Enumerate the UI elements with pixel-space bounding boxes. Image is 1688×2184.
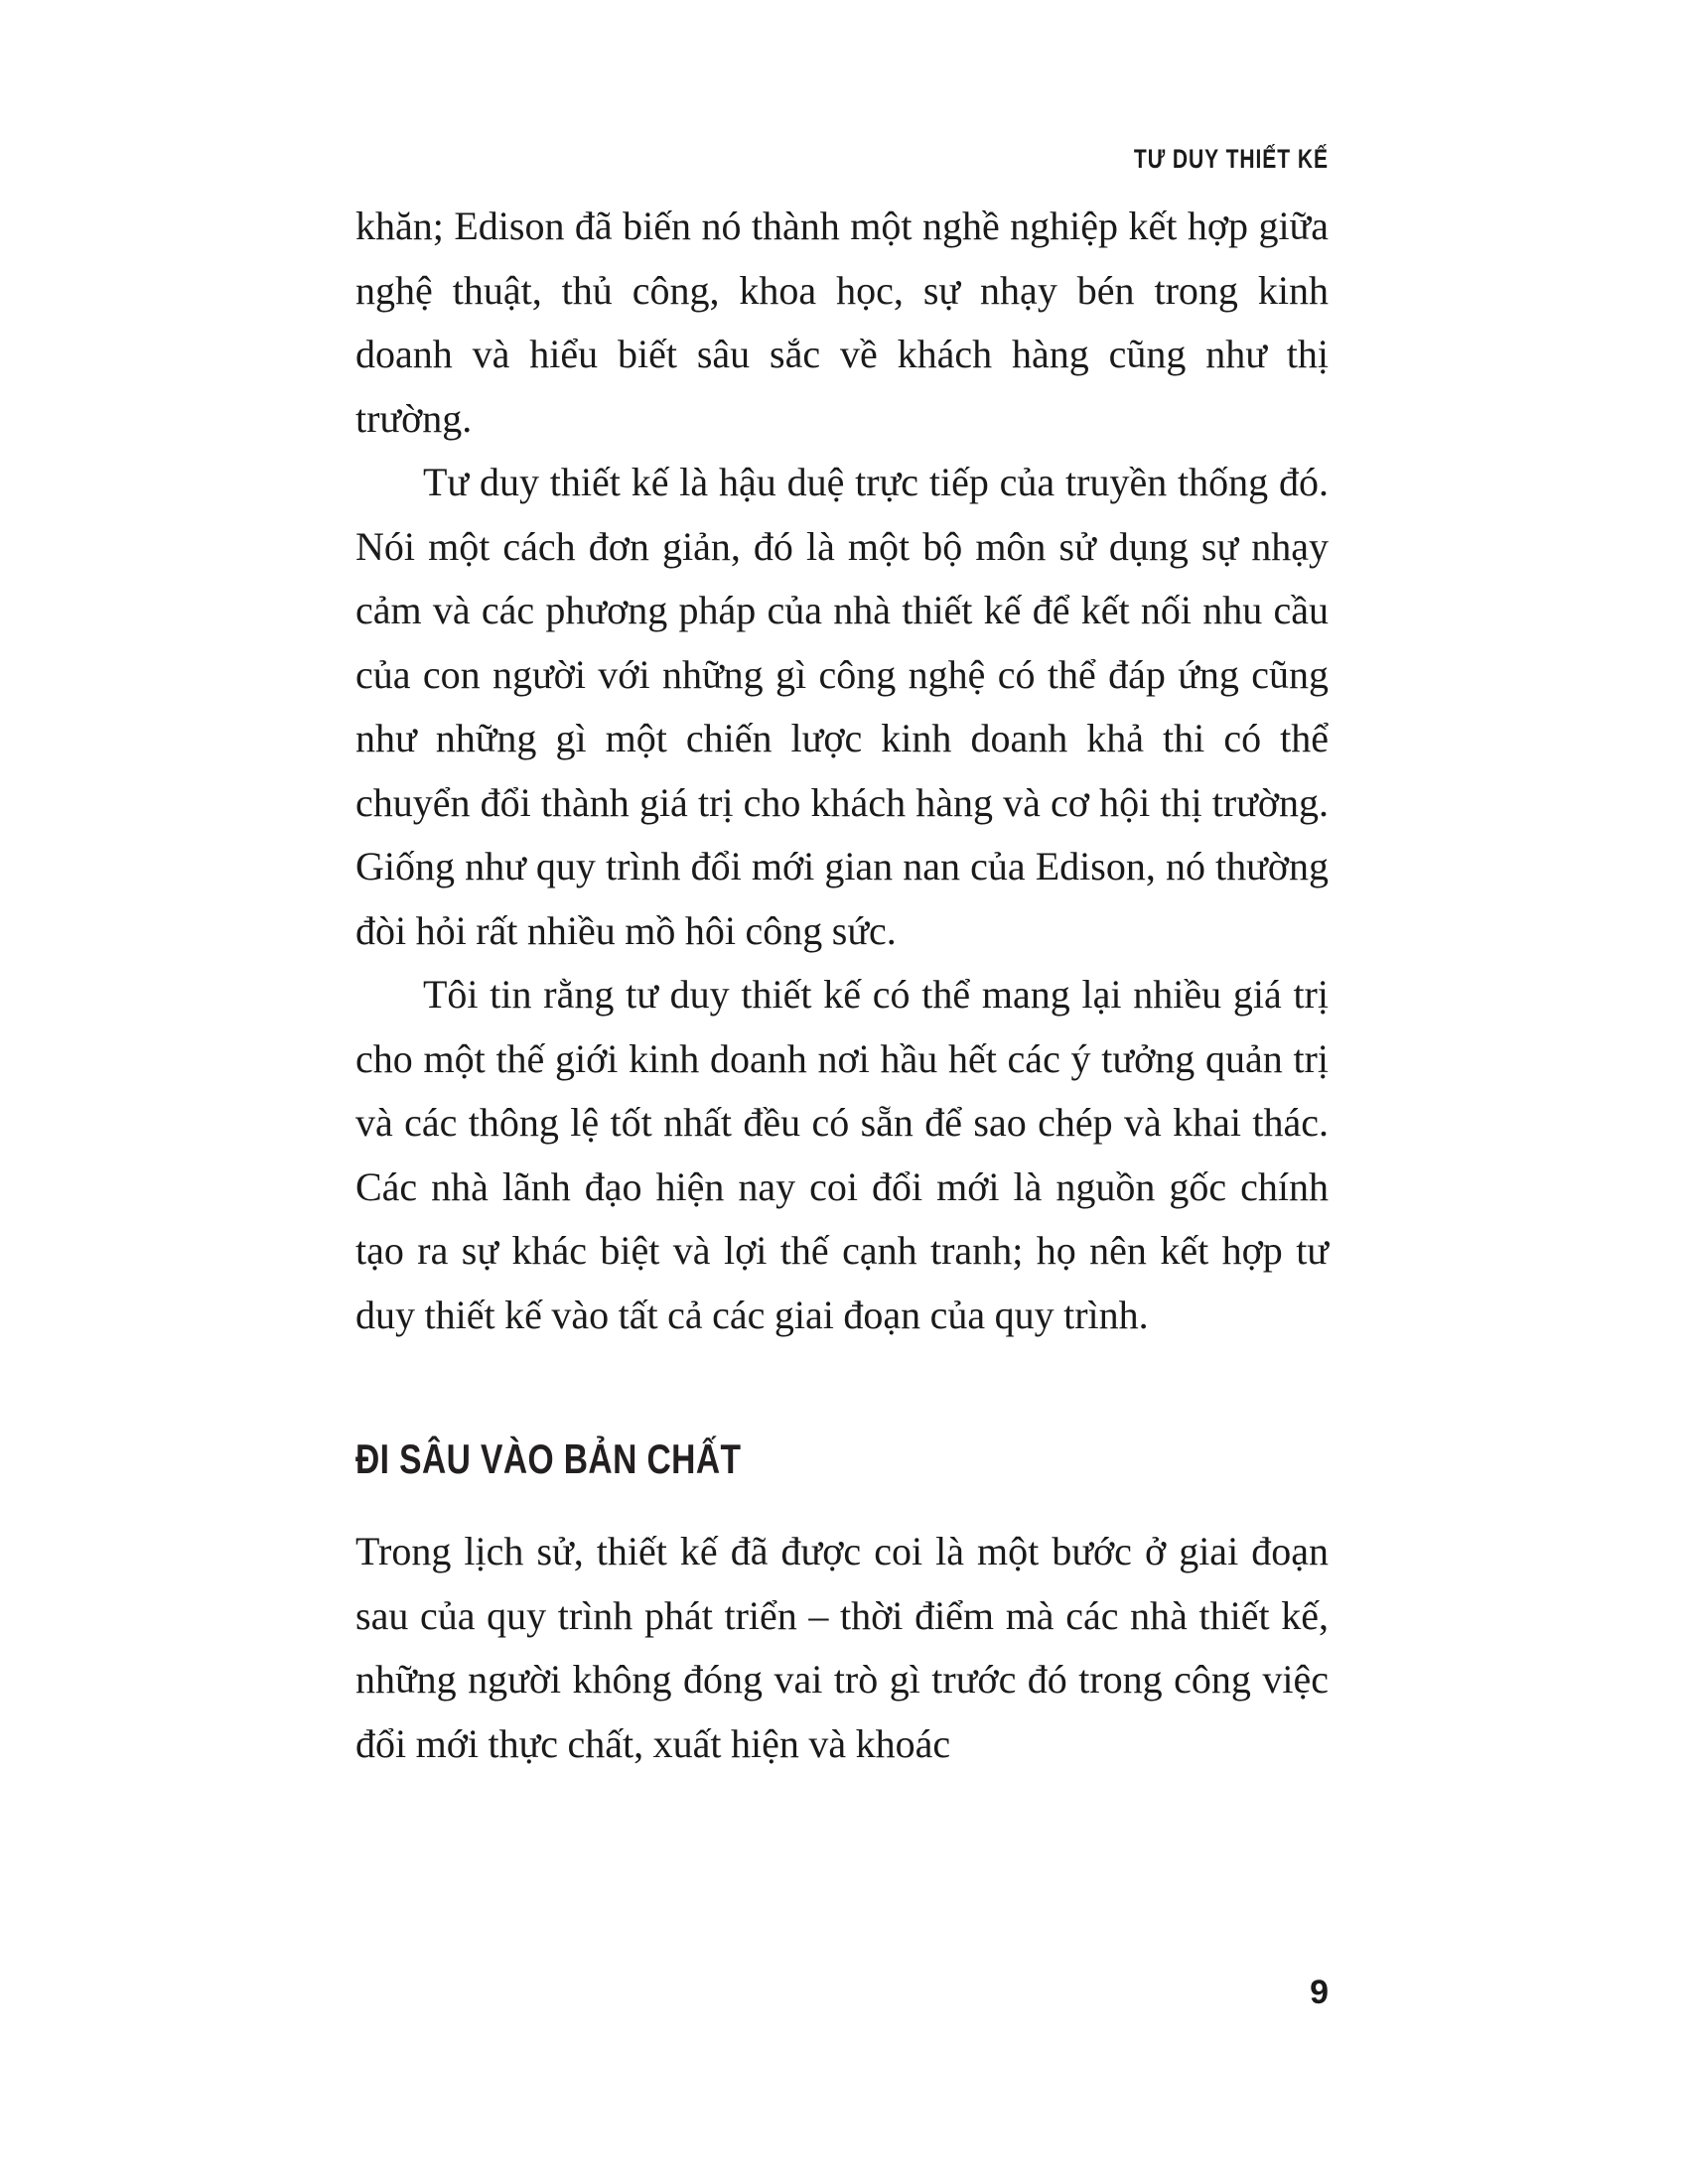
page-number: 9 xyxy=(1310,1974,1329,2011)
section-heading-block xyxy=(355,1347,1329,1520)
section-heading: ĐI SÂU VÀO BẢN CHẤT xyxy=(355,1435,742,1482)
body-paragraph: Trong lịch sử, thiết kế đã được coi là một bước ở giai đoạn sau của quy trình phát triển – thời điểm mà các nhà thiết kế, những người không đóng vai trò gì trước đó trong công việc đổi mới thực chất, xuất hiện và khoác xyxy=(355,1529,1329,1766)
running-header: TƯ DUY THIẾT KẾ xyxy=(1133,144,1329,174)
text-column xyxy=(355,195,1329,1776)
body-paragraph: Tôi tin rằng tư duy thiết kế có thể mang lại nhiều giá trị cho một thế giới kinh doanh nơi hầu hết các ý tưởng quản trị và các thông lệ tốt nhất đều có sẵn để sao chép và khai thác. Các nhà lãnh đạo hiện nay coi đổi mới là nguồn gốc chính tạo ra sự khác biệt và lợi thế cạnh tranh; họ nên kết hợp tư duy thiết kế vào tất cả các giai đoạn của quy trình. xyxy=(355,972,1329,1337)
body-paragraph: khăn; Edison đã biến nó thành một nghề nghiệp kết hợp giữa nghệ thuật, thủ công, khoa học, sự nhạy bén trong kinh doanh và hiểu biết sâu sắc về khách hàng cũng như thị trường. xyxy=(355,204,1329,441)
body-paragraph: Tư duy thiết kế là hậu duệ trực tiếp của truyền thống đó. Nói một cách đơn giản, đó là một bộ môn sử dụng sự nhạy cảm và các phương pháp của nhà thiết kế để kết nối nhu cầu của con người với những gì công nghệ có thể đáp ứng cũng như những gì một chiến lược kinh doanh khả thi có thể chuyển đổi thành giá trị cho khách hàng và cơ hội thị trường. Giống như quy trình đổi mới gian nan của Edison, nó thường đòi hỏi rất nhiều mồ hôi công sức. xyxy=(355,460,1329,953)
